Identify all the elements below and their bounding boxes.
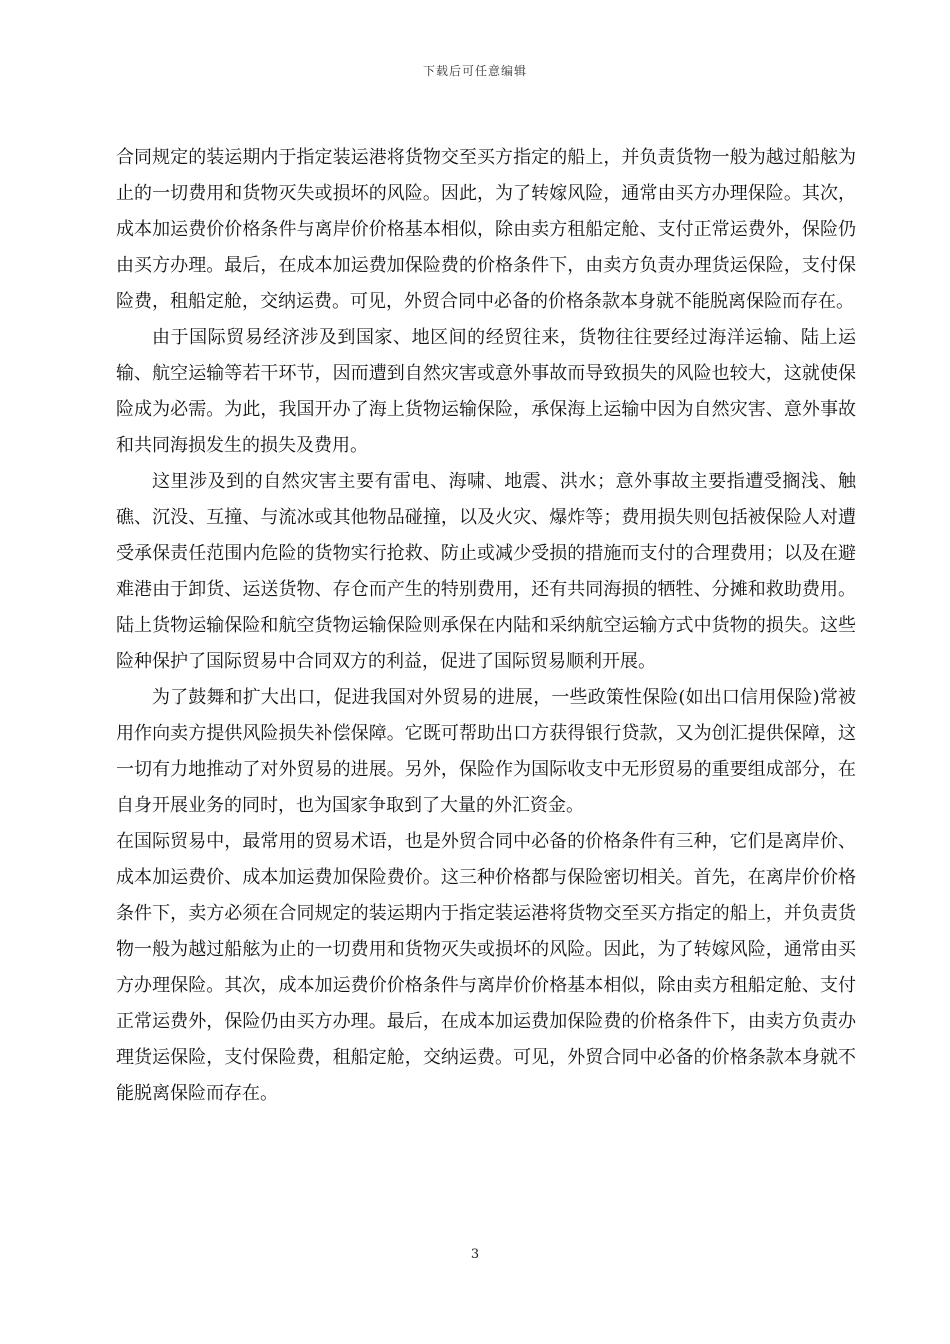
paragraph-2: 由于国际贸易经济涉及到国家、地区间的经贸往来，货物往往要经过海洋运输、陆上运输、航空运输等若干环节，因而遭到自然灾害或意外事故而导致损失的风险也较大，这就使保险成为必需。为此，我国开办了海上货物运输保险，承保海上运输中因为自然灾害、意外事故和共同海损发生的损失及费用。 bbox=[116, 327, 856, 456]
page-number: 3 bbox=[470, 1247, 480, 1262]
paragraph-4: 为了鼓舞和扩大出口，促进我国对外贸易的进展，一些政策性保险(如出口信用保险)常被用作向卖方提供风险损失补偿保障。它既可帮助出口方获得银行贷款，又为创汇提供保障，这一切有力地推动了对外贸易的进展。另外，保险作为国际收支中无形贸易的重要组成部分，在自身开展业务的同时，也为国家争取到了大量的外汇资金。 bbox=[116, 687, 856, 816]
paragraph-3: 这里涉及到的自然灾害主要有雷电、海啸、地震、洪水；意外事故主要指遭受搁浅、触礁、沉没、互撞、与流冰或其他物品碰撞，以及火灾、爆炸等；费用损失则包括被保险人对遭受承保责任范围内危险的货物实行抢救、防止或减少受损的措施而支付的合理费用；以及在避难港由于卸货、运送货物、存仓而产生的特别费用，还有共同海损的牺牲、分摊和救助费用。陆上货物运输保险和航空货物运输保险则承保在内陆和采纳航空运输方式中货物的损失。这些险种保护了国际贸易中合同双方的利益，促进了国际贸易顺利开展。 bbox=[116, 471, 856, 672]
paragraph-1: 合同规定的装运期内于指定装运港将货物交至买方指定的船上，并负责货物一般为越过船舷为止的一切费用和货物灭失或损坏的风险。因此，为了转嫁风险，通常由买方办理保险。其次，成本加运费价价格条件与离岸价价格基本相似，除由卖方租船定舱、支付正常运费外，保险仍由买方办理。最后，在成本加运费加保险费的价格条件下，由卖方负责办理货运保险，支付保险费，租船定舱，交纳运费。可见，外贸合同中必备的价格条款本身就不能脱离保险而存在。 bbox=[116, 147, 856, 312]
paragraph-5: 在国际贸易中，最常用的贸易术语，也是外贸合同中必备的价格条件有三种，它们是离岸价、成本加运费价、成本加运费加保险费价。这三种价格都与保险密切相关。首先，在离岸价价格条件下，卖方必须在合同规定的装运期内于指定装运港将货物交至买方指定的船上，并负责货物一般为越过船舷为止的一切费用和货物灭失或损坏的风险。因此，为了转嫁风险，通常由买方办理保险。其次，成本加运费价价格条件与离岸价价格基本相似，除由卖方租船定舱、支付正常运费外，保险仍由买方办理。最后，在成本加运费加保险费的价格条件下，由卖方负责办理货运保险，支付保险费，租船定舱，交纳运费。可见，外贸合同中必备的价格条款本身就不能脱离保险而存在。 bbox=[116, 831, 856, 1104]
page-header: 下载后可任意编辑 bbox=[422, 64, 527, 78]
document-body bbox=[116, 140, 856, 1112]
